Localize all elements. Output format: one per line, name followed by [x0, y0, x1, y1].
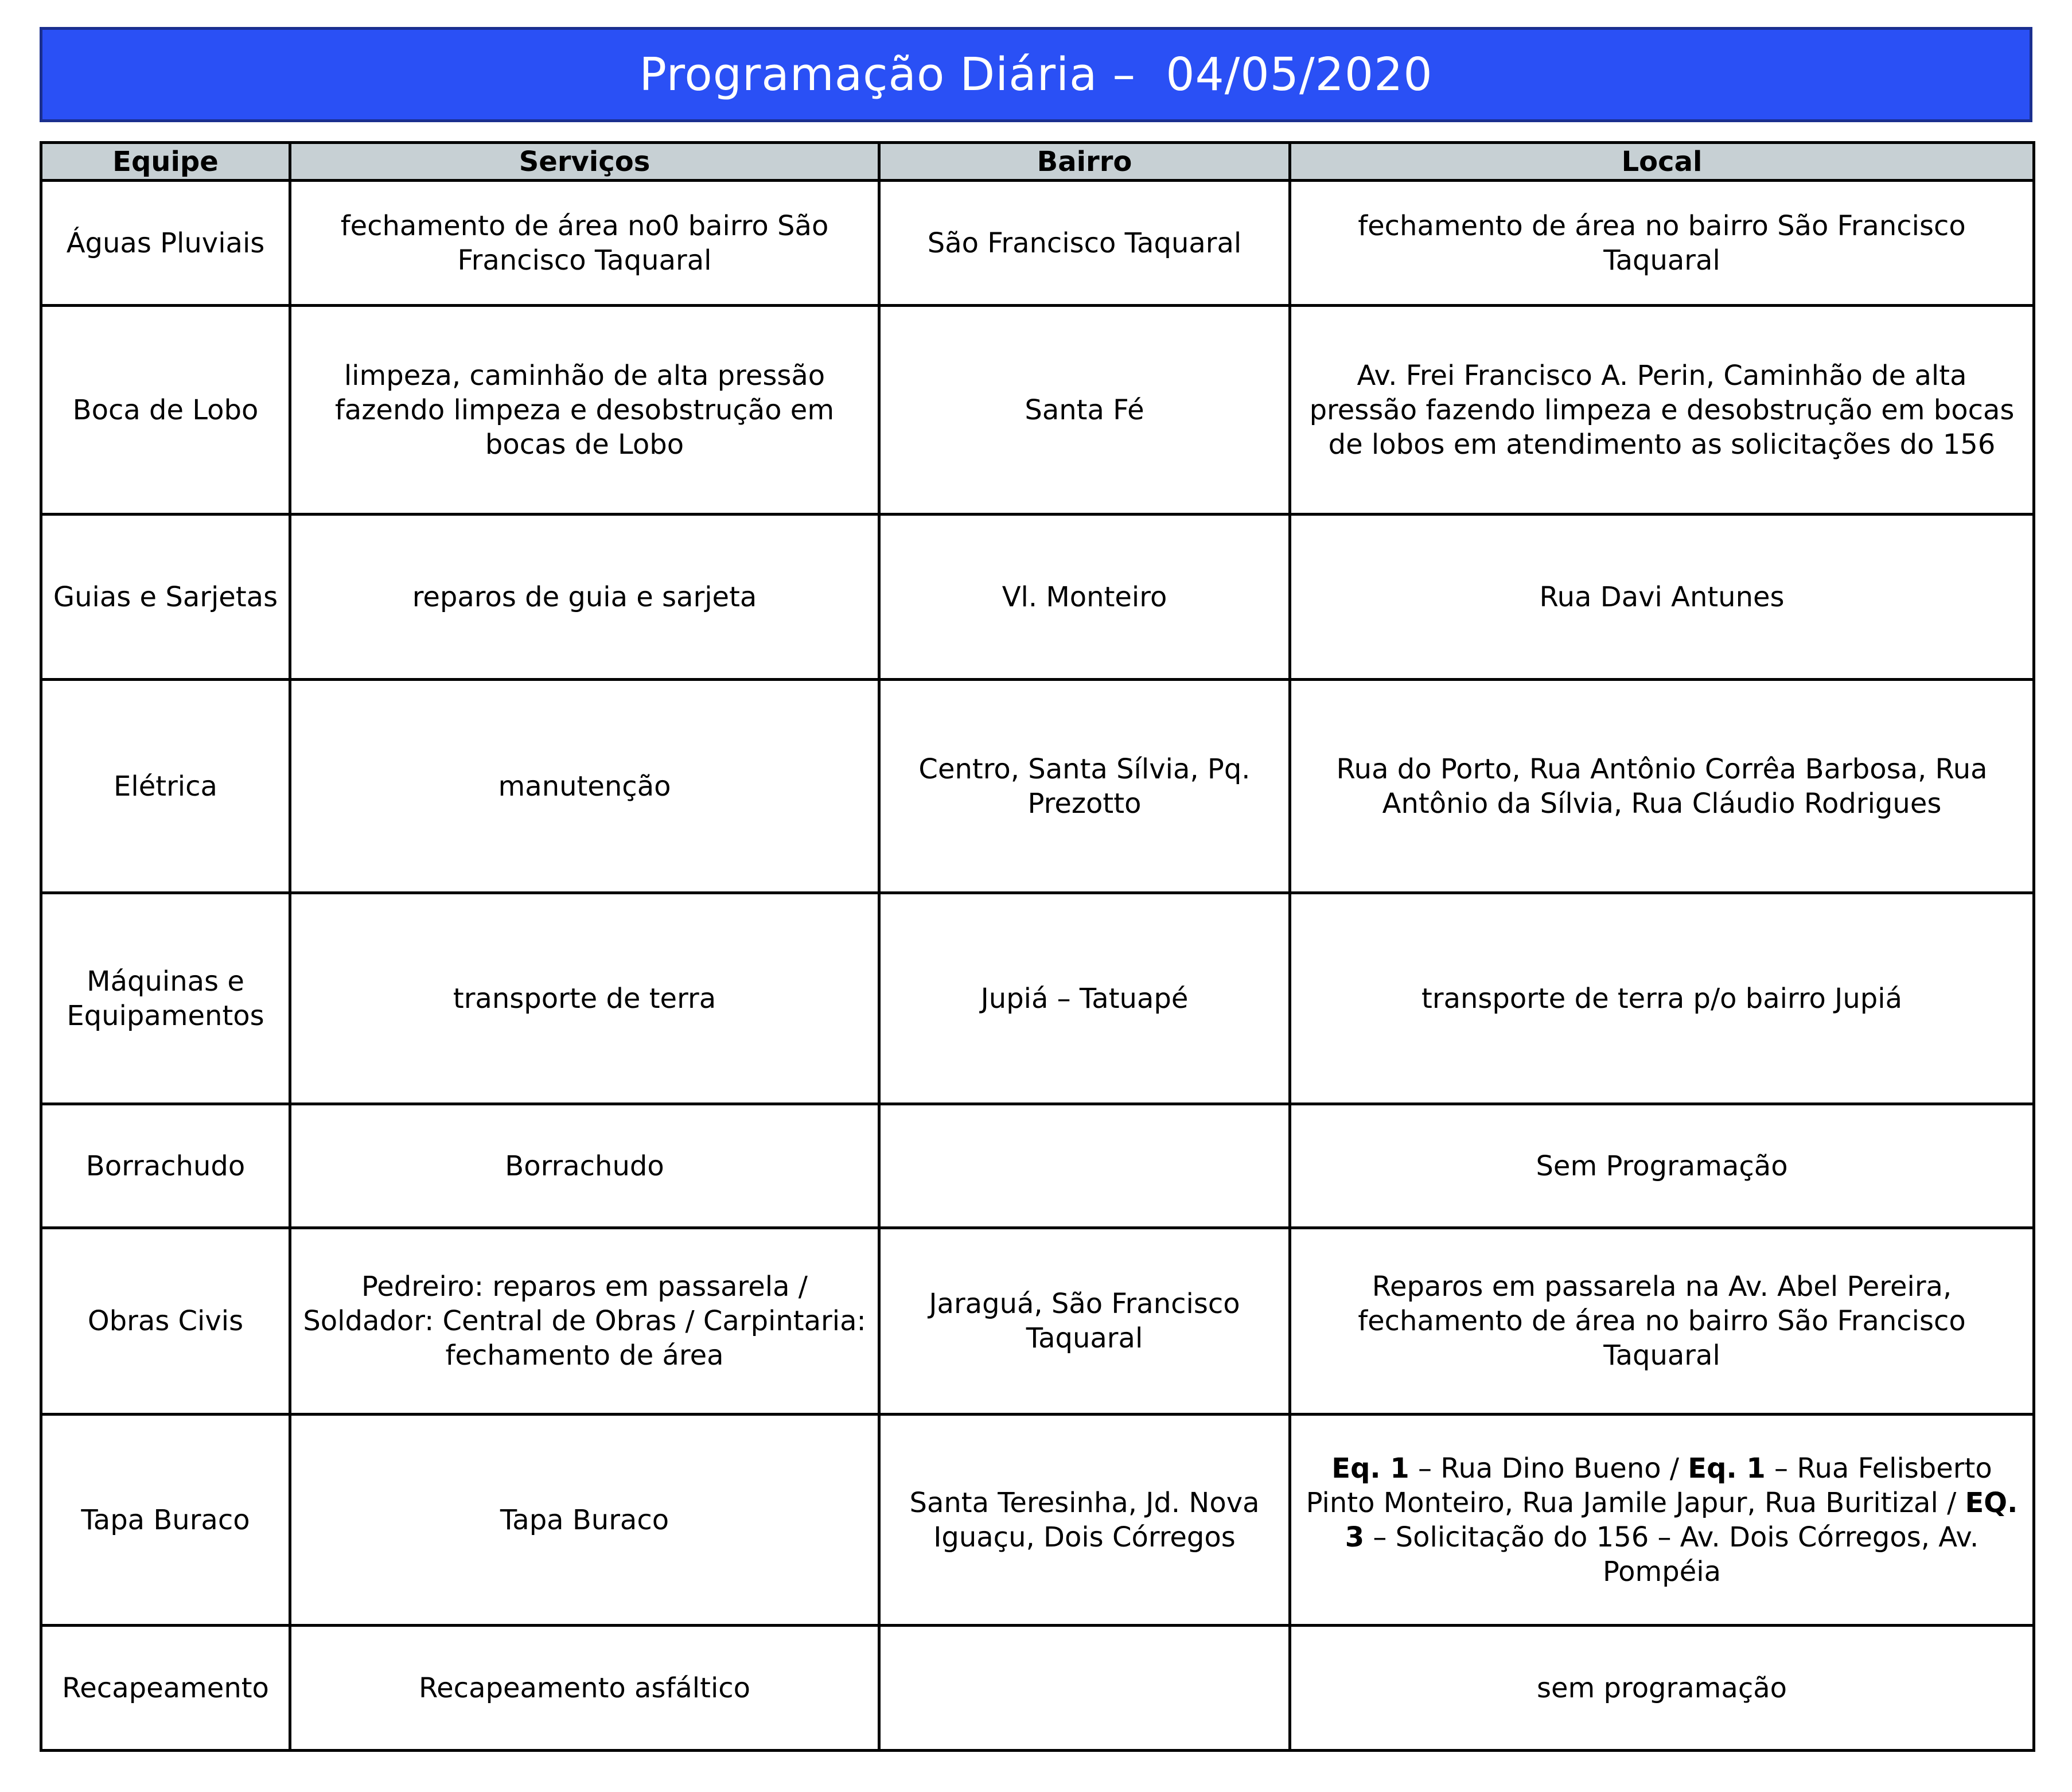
cell-servicos: limpeza, caminhão de alta pressão fazendo limpeza e desobstrução em bocas de Lobo: [290, 306, 879, 515]
table-row: [41, 306, 2034, 515]
cell-local: Sem Programação: [1290, 1104, 2034, 1228]
team-label: Eq. 1: [1331, 1452, 1409, 1485]
table-body: [41, 181, 2034, 1751]
cell-equipe: Tapa Buraco: [41, 1415, 290, 1626]
local-rich-text: [1299, 1451, 2024, 1589]
cell-servicos: manutenção: [290, 680, 879, 893]
cell-local: Reparos em passarela na Av. Abel Pereira, fechamento de área no bairro São Francisco Taquaral: [1290, 1228, 2034, 1415]
schedule-table: [40, 141, 2035, 1752]
table-row: [41, 515, 2034, 680]
cell-equipe: Guias e Sarjetas: [41, 515, 290, 680]
team-label: Eq. 1: [1688, 1452, 1766, 1485]
column-header-bairro: Bairro: [879, 143, 1290, 181]
local-text: – Rua Felisberto Pinto Monteiro, Rua Jamile Japur, Rua Buritizal /: [1306, 1452, 1992, 1519]
cell-bairro: Jaraguá, São Francisco Taquaral: [879, 1228, 1290, 1415]
cell-bairro: Santa Fé: [879, 306, 1290, 515]
team-label: EQ. 3: [1345, 1486, 2018, 1553]
cell-servicos: Tapa Buraco: [290, 1415, 879, 1626]
cell-servicos: reparos de guia e sarjeta: [290, 515, 879, 680]
cell-local: transporte de terra p/o bairro Jupiá: [1290, 893, 2034, 1104]
cell-bairro: São Francisco Taquaral: [879, 181, 1290, 306]
page-title: Programação Diária – 04/05/2020: [40, 27, 2032, 122]
table-row: [41, 1626, 2034, 1751]
cell-servicos: Borrachudo: [290, 1104, 879, 1228]
cell-equipe: Boca de Lobo: [41, 306, 290, 515]
cell-local: Rua do Porto, Rua Antônio Corrêa Barbosa, Rua Antônio da Sílvia, Rua Cláudio Rodrigues: [1290, 680, 2034, 893]
cell-bairro: [879, 1104, 1290, 1228]
cell-local: sem programação: [1290, 1626, 2034, 1751]
cell-local: [1290, 1415, 2034, 1626]
cell-bairro: Santa Teresinha, Jd. Nova Iguaçu, Dois Córregos: [879, 1415, 1290, 1626]
table-row: [41, 181, 2034, 306]
cell-local: Rua Davi Antunes: [1290, 515, 2034, 680]
cell-equipe: Máquinas e Equipamentos: [41, 893, 290, 1104]
cell-servicos: Recapeamento asfáltico: [290, 1626, 879, 1751]
table-row: [41, 680, 2034, 893]
cell-bairro: Vl. Monteiro: [879, 515, 1290, 680]
table-row: [41, 1415, 2034, 1626]
cell-local: Av. Frei Francisco A. Perin, Caminhão de alta pressão fazendo limpeza e desobstrução em bocas de lobos em atendimento as solicitações do 156: [1290, 306, 2034, 515]
column-header-local: Local: [1290, 143, 2034, 181]
local-text: – Rua Dino Bueno /: [1409, 1452, 1688, 1485]
column-header-equipe: Equipe: [41, 143, 290, 181]
cell-bairro: Centro, Santa Sílvia, Pq. Prezotto: [879, 680, 1290, 893]
cell-local: fechamento de área no bairro São Francisco Taquaral: [1290, 181, 2034, 306]
table-row: [41, 1104, 2034, 1228]
cell-servicos: transporte de terra: [290, 893, 879, 1104]
header-row: [41, 143, 2034, 181]
cell-equipe: Recapeamento: [41, 1626, 290, 1751]
table-row: [41, 1228, 2034, 1415]
cell-equipe: Obras Civis: [41, 1228, 290, 1415]
table-row: [41, 893, 2034, 1104]
cell-equipe: Elétrica: [41, 680, 290, 893]
cell-bairro: [879, 1626, 1290, 1751]
cell-equipe: Borrachudo: [41, 1104, 290, 1228]
cell-servicos: fechamento de área no0 bairro São Francisco Taquaral: [290, 181, 879, 306]
local-text: – Solicitação do 156 – Av. Dois Córregos, Av. Pompéia: [1364, 1521, 1979, 1588]
cell-bairro: Jupiá – Tatuapé: [879, 893, 1290, 1104]
cell-servicos: Pedreiro: reparos em passarela / Soldador: Central de Obras / Carpintaria: fechamento de área: [290, 1228, 879, 1415]
cell-equipe: Águas Pluviais: [41, 181, 290, 306]
column-header-servicos: Serviços: [290, 143, 879, 181]
table-header: [41, 143, 2034, 181]
